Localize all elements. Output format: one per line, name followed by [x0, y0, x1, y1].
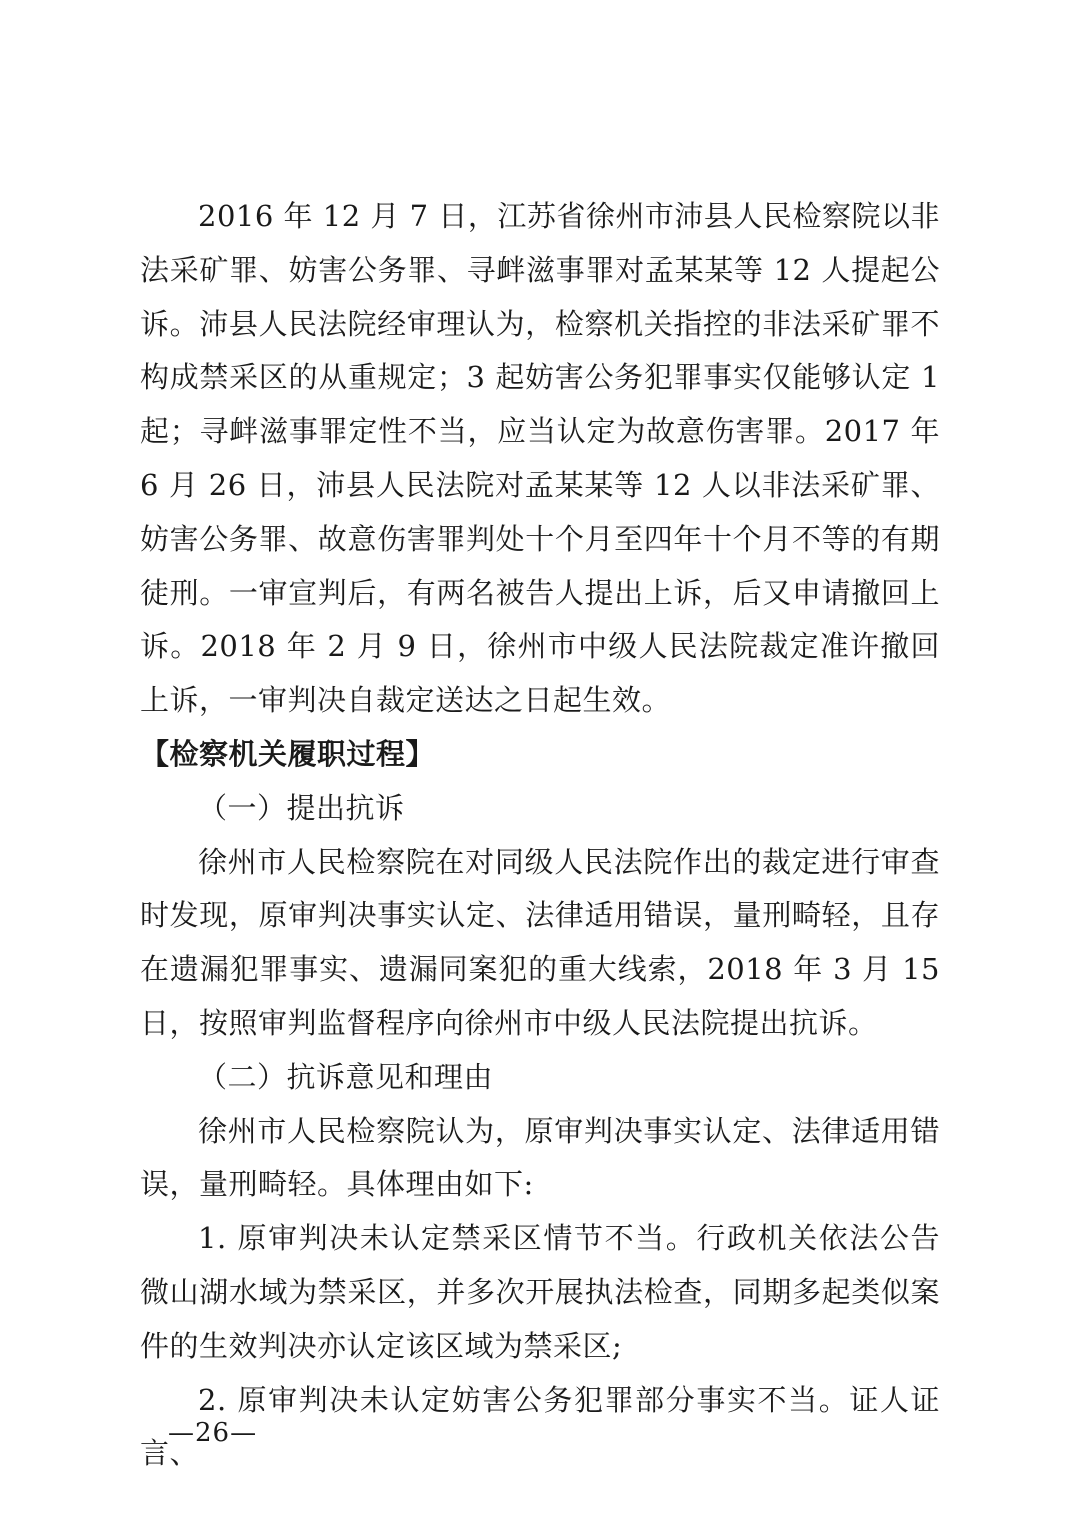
case-background-paragraph: 2016 年 12 月 7 日，江苏省徐州市沛县人民检察院以非法采矿罪、妨害公务罪、寻衅滋事罪对孟某某等 12 人提起公诉。沛县人民法院经审理认为，检察机关指控的非法采矿罪不构成禁采区的从重规定；3 起妨害公务犯罪事实仅能够认定 1 起；寻衅滋事罪定性不当，应当认定为故意伤害罪。2017 年 6 月 26 日，沛县人民法院对孟某某等 12 人以非法采矿罪、妨害公务罪、故意伤害罪判处十个月至四年十个月不等的有期徒刑。一审宣判后，有两名被告人提出上诉，后又申请撤回上诉。2018 年 2 月 9 日，徐州市中级人民法院裁定准许撤回上诉，一审判决自裁定送达之日起生效。 [140, 199, 940, 718]
document-body [140, 190, 940, 1481]
subsection-2-title: （二）抗诉意见和理由 [198, 1059, 494, 1094]
reason-item-2: 2. 原审判决未认定妨害公务犯罪部分事实不当。证人证言、 [140, 1382, 940, 1471]
subsection-2-paragraph: 徐州市人民检察院认为，原审判决事实认定、法律适用错误，量刑畸轻。具体理由如下: [140, 1113, 940, 1202]
subsection-1-title: （一）提出抗诉 [198, 790, 405, 825]
page-number: —26— [168, 1418, 258, 1448]
section-heading: 【检察机关履职过程】 [140, 736, 436, 771]
subsection-1-paragraph: 徐州市人民检察院在对同级人民法院作出的裁定进行审查时发现，原审判决事实认定、法律适用错误，量刑畸轻，且存在遗漏犯罪事实、遗漏同案犯的重大线索，2018 年 3 月 15 日，按照审判监督程序向徐州市中级人民法院提出抗诉。 [140, 844, 940, 1040]
reason-item-1: 1. 原审判决未认定禁采区情节不当。行政机关依法公告微山湖水域为禁采区，并多次开展执法检查，同期多起类似案件的生效判决亦认定该区域为禁采区; [140, 1221, 940, 1363]
